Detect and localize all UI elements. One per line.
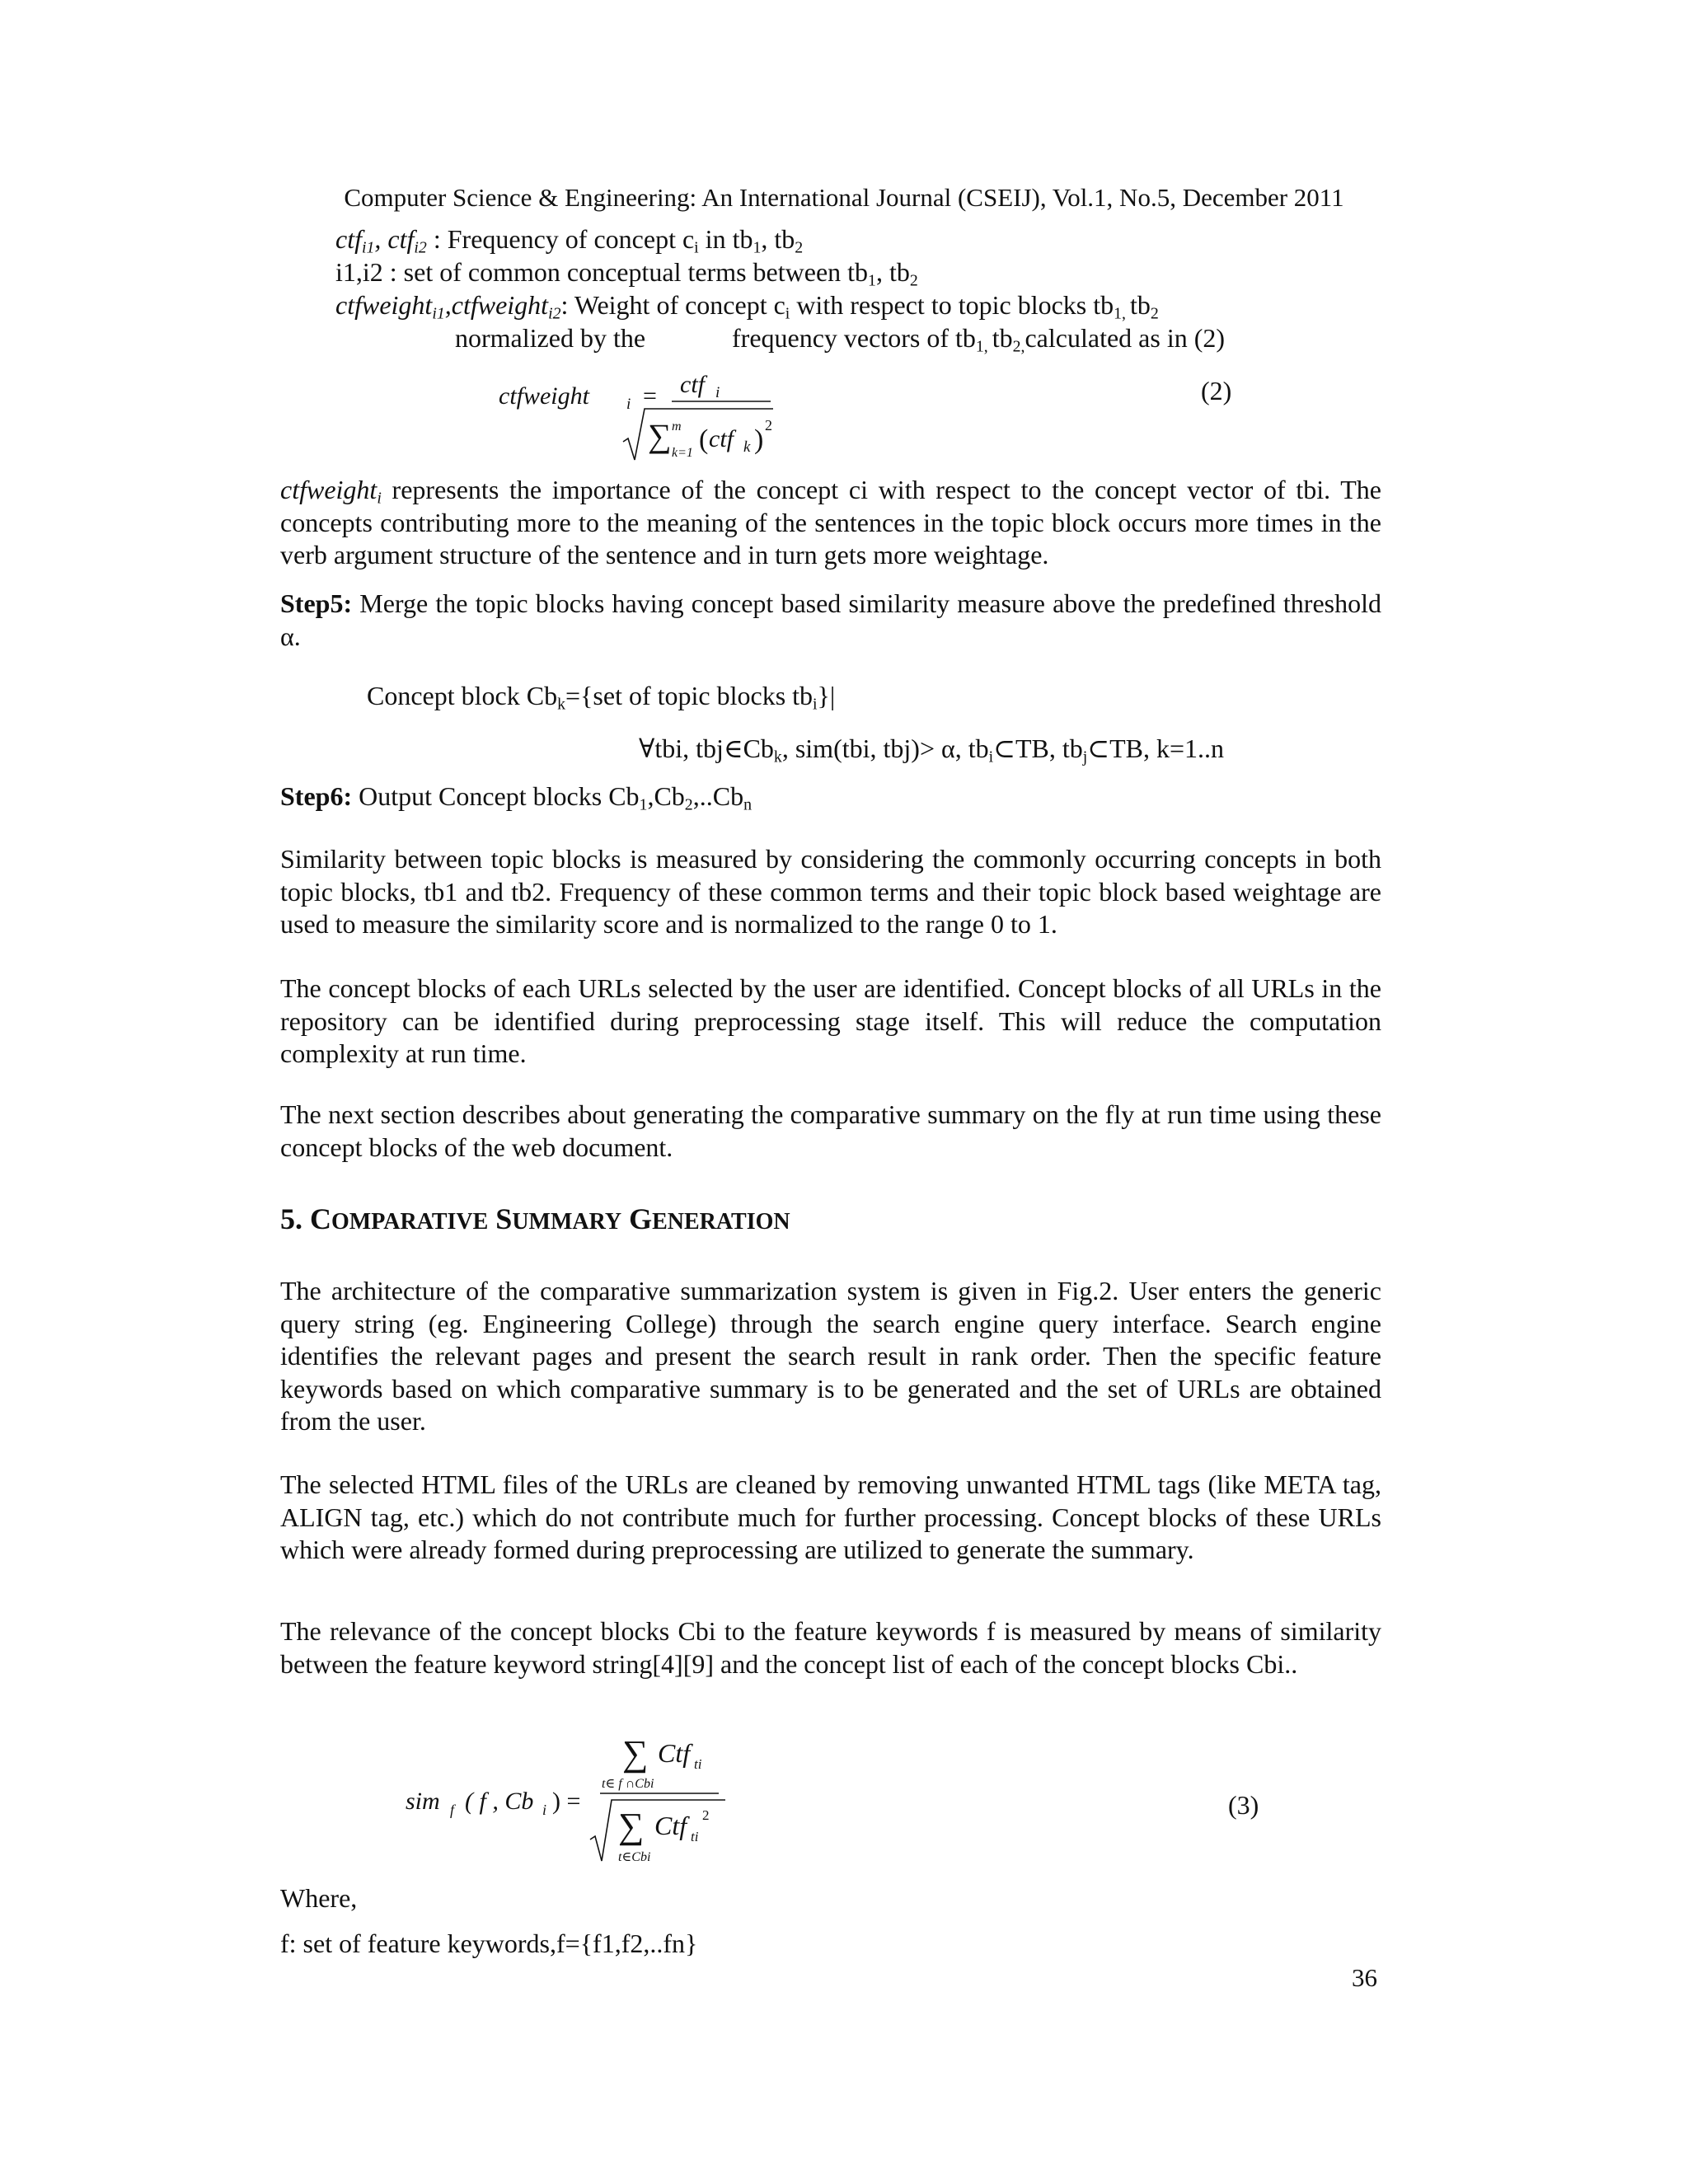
- section-heading: 5. COMPARATIVE SUMMARY GENERATION: [280, 1202, 790, 1235]
- paragraph-ctfweight: ctfweight$_i$ represents the importance of the concept ci with respect to the concept vector of tbi. The concepts contributing more to the meaning of the sentences in the topic block occurs more times in the verb argument structure of the sentence and in turn gets more weightage.: [280, 475, 1381, 569]
- where-label: Where,: [280, 1883, 358, 1913]
- paragraph-architecture: The architecture of the comparative summarization system is given in Fig.2. User enters the generic query string (eg. Engineering College) through the search engine query interface. Search engine identifies the relevant pages and present the search result in rank order. Then the specific feature keywords based on which comparative summary is to be generated and the set of URLs are obtained from the user.: [280, 1276, 1381, 1436]
- paragraph-html-cleaning: The selected HTML files of the URLs are cleaned by removing unwanted HTML tags (like META tag, ALIGN tag, etc.) which do not contribute much for further processing. Concept blocks of these URLs which were already formed during preprocessing are utilized to generate the summary.: [280, 1469, 1381, 1564]
- svg-text:k: k: [743, 438, 751, 456]
- svg-text:∑: ∑: [618, 1806, 645, 1846]
- svg-text:ti: ti: [691, 1829, 699, 1844]
- paragraph-relevance: The relevance of the concept blocks Cbi to the feature keywords f is measured by means of similarity between the feature keyword string[4][9] and the concept list of each of the concept blocks Cbi..: [280, 1616, 1381, 1679]
- svg-text:=: =: [643, 382, 657, 410]
- svg-text:∑: ∑: [648, 417, 672, 454]
- paragraph-concept-blocks: The concept blocks of each URLs selected by the user are identified. Concept blocks of all URLs in the repository can be identified during preprocessing stage itself. This will reduce the computation complexity at run time.: [280, 973, 1381, 1068]
- svg-text:f: f: [450, 1802, 455, 1818]
- equation-3-number: (3): [1228, 1790, 1259, 1820]
- svg-text:( f , Cb: ( f , Cb: [465, 1788, 534, 1815]
- svg-text:ctf: ctf: [709, 425, 734, 452]
- svg-text:t∈ f ∩Cbi: t∈ f ∩Cbi: [602, 1777, 654, 1791]
- svg-text:2: 2: [702, 1807, 710, 1823]
- running-header: Computer Science & Engineering: An International Journal (CSEIJ), Vol.1, No.5, December 2011: [344, 183, 1344, 212]
- svg-text:∑: ∑: [622, 1733, 649, 1774]
- page-number: 36: [1352, 1963, 1377, 1992]
- svg-text:i: i: [626, 396, 631, 413]
- definition-normalized: normalized by the: [455, 323, 646, 353]
- svg-text:(: (: [699, 424, 709, 455]
- svg-text:t∈Cbi: t∈Cbi: [618, 1850, 651, 1864]
- svg-text:i: i: [542, 1802, 547, 1818]
- svg-text:ti: ti: [694, 1756, 702, 1772]
- svg-text:Ctf: Ctf: [658, 1738, 691, 1768]
- definition-ctfweight: ctfweight$_{i1}$,ctfweight$_{i2}$: Weight of concept $c_i$ with respect to topic blocks $tb_{1,}$ $tb_2$: [335, 290, 1159, 323]
- svg-text:ctfweight: ctfweight: [499, 382, 589, 410]
- svg-text:m: m: [672, 419, 682, 434]
- svg-text:): ): [754, 424, 764, 455]
- equation-3: [396, 1714, 742, 1879]
- paragraph-next-section: The next section describes about generating the comparative summary on the fly at run time using these concept blocks of the web document.: [280, 1099, 1381, 1162]
- definition-ctf: ctf$_{i1}$, ctf$_{i2}$ : Frequency of concept $c_i$ in $tb_1$, $tb_2$: [335, 224, 804, 257]
- definition-common-terms: i1,i2 : set of common conceptual terms between $tb_1$, $tb_2$: [335, 257, 918, 290]
- equation-2: [486, 363, 816, 470]
- paragraph-similarity: Similarity between topic blocks is measured by considering the commonly occurring concepts in both topic blocks, tb1 and tb2. Frequency of these common terms and their topic block based weightage are used to measure the similarity score and is normalized to the range 0 to 1.: [280, 844, 1381, 939]
- svg-text:2: 2: [765, 417, 772, 434]
- concept-block-definition: Concept block $Cb_k=\{set$ of topic blocks $tb_i\}|$: [367, 681, 836, 714]
- definition-frequency-vectors: frequency vectors of $tb_{1,}$ $tb_{2,}calculated$ as in (2): [732, 323, 1226, 356]
- equation-2-number: (2): [1201, 376, 1232, 405]
- concept-block-condition: ∀tbi, $tbj\in Cb_k$, sim(tbi, tbj)> α, $tb_i\subset TB$, $tb_j\subset TB$, k=1..n: [639, 733, 1225, 766]
- paragraph-step6: Step6: Output Concept blocks $Cb_1,Cb_2,..Cb_n$: [280, 781, 752, 814]
- feature-keywords-definition: f: set of feature keywords,f={f1,f2,..fn}: [280, 1929, 698, 1958]
- svg-text:ctf: ctf: [680, 371, 705, 398]
- svg-text:) =: ) =: [552, 1788, 581, 1815]
- paragraph-step5: Step5: Merge the topic blocks having concept based similarity measure above the predefined threshold α.: [280, 588, 1381, 651]
- svg-text:i: i: [715, 384, 720, 401]
- svg-text:sim: sim: [406, 1788, 440, 1815]
- svg-text:k=1: k=1: [672, 446, 693, 460]
- svg-text:Ctf: Ctf: [654, 1811, 687, 1840]
